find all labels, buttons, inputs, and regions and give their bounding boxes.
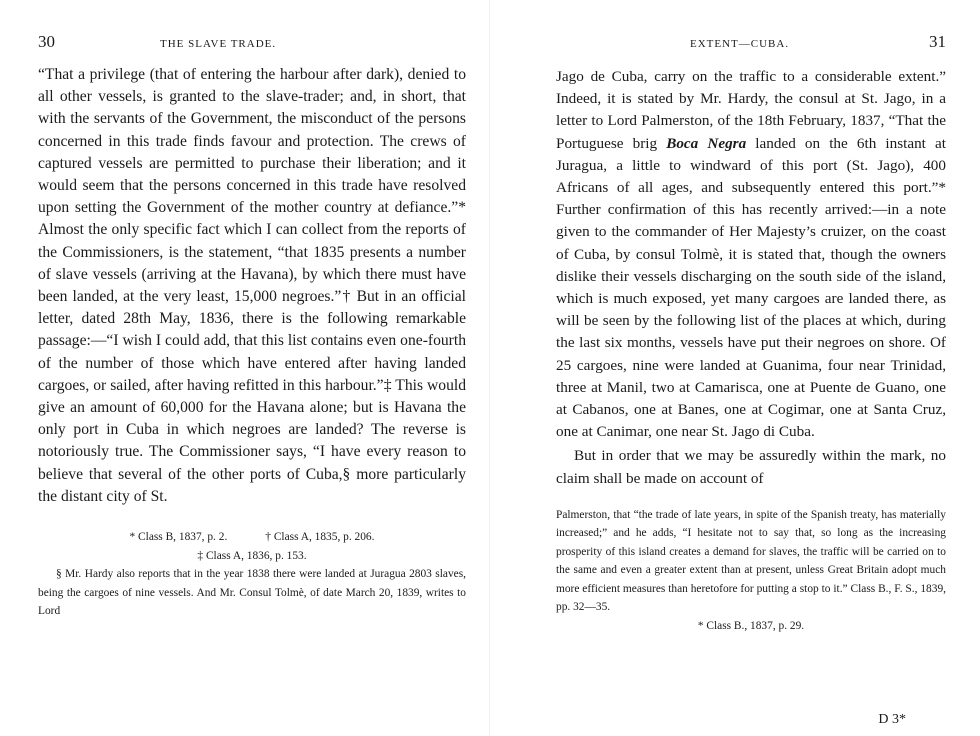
footnote-row <box>38 528 466 547</box>
right-running-head <box>556 32 946 60</box>
right-footnotes <box>556 506 946 636</box>
left-body-text: “That a privilege (that of entering the harbour after dark), denied to all other vessels, is granted to the slave-trader; and, in short, that with the servants of the Government, the misconduct of the persons concerned in this trade finds favour and protection. The crews of captured vessels are permitted to purchase their liberation; and it would seem that the persons concerned in this trade have resolved upon setting the Government of the mother country at defiance.”* Almost the only specific fact which I can collect from the reports of the Commissioners, is the statement, “that 1835 presents a number of slave vessels (arriving at the Havana), by which there must have been landed, at the very least, 15,000 negroes.”† But in an official letter, dated 28th May, 1836, there is the following remarkable passage:—“I wish I could add, that this list contains even one-fourth of the number of those which have entered after having landed cargoes, or sailed, after having refitted in this harbour.”‡ This would give an amount of 60,000 for the Havana alone; but is Havana the only port in Cuba in which negroes are landed? The reverse is notoriously true. The Commissioner says, “I have every reason to believe that several of the other ports of Cuba,§ more particularly the distant city of St. <box>38 66 466 505</box>
right-page-number: 31 <box>929 32 946 51</box>
right-body-part-a: Jago de Cuba, carry on the traffic to a considerable extent.” Indeed, it is stated by Mr. Hardy, the consul at St. Jago, in a letter to Lord Palmerston, of the 18th February, 1837, “That the Portuguese brig <box>556 68 946 152</box>
left-running-head <box>38 32 466 60</box>
right-body-paragraph-2: But in order that we may be assuredly within the mark, no claim shall be made on account of <box>556 447 946 487</box>
footnote-2: † Class A, 1835, p. 206. <box>265 531 375 544</box>
footnote-4: § Mr. Hardy also reports that in the year 1838 there were landed at Juragua 2803 slaves, being the cargoes of nine vessels. And Mr. Consul Tolmè, of date March 20, 1839, writes to Lord <box>38 568 466 618</box>
left-running-title: THE SLAVE TRADE. <box>160 38 277 50</box>
ship-name: Boca Negra <box>666 134 747 152</box>
footnote-4-continued: Palmerston, that “the trade of late years, in spite of the Spanish treaty, has materially increased;” and he adds, “I hesitate not to say that, so long as the increasing prosperity of this island creates a demand for slaves, the traffic will be carried on to the same and even a greater extent than at present, unless Great Britain adopt much more efficient measures than heretofore for putting a stop to it.” Class B., F. S., 1839, pp. 32—35. <box>556 508 946 614</box>
left-page-number: 30 <box>38 32 55 51</box>
right-running-title: EXTENT—CUBA. <box>690 38 790 50</box>
footnote-right-1: * Class B., 1837, p. 29. <box>697 619 805 632</box>
footnote-3: ‡ Class A, 1836, p. 153. <box>197 549 307 562</box>
right-body-part-b: landed on the 6th instant at Juragua, a little to windward of this port (St. Jago), 400 Africans of all ages, and subsequently entered this port.”* Further confirmation of this has recently arrived:—in a note given to the commander of Her Majesty’s cruizer, on the coast of Cuba, by consul Tolmè, it is stated that, though the owners dislike their vessels discharging on the south side of the island, which is much exposed, yet many cargoes are landed there, as will be seen by the following list of the places at which, during the last six months, vessels have put their negroes on shore. Of 25 cargoes, nine were landed at Guanima, four near Trinidad, three at Manil, two at Camarisca, one at Puente de Guano, one at Cabanos, one at Banes, one at Cogimar, one at Santa Cruz, one at Canimar, one near St. Jago di Cuba. <box>556 134 946 441</box>
signature-mark: D 3* <box>878 712 906 727</box>
right-page <box>490 0 980 736</box>
left-footnotes <box>38 528 466 621</box>
right-body-text <box>556 66 946 490</box>
footnote-1: * Class B, 1837, p. 2. <box>129 531 228 544</box>
